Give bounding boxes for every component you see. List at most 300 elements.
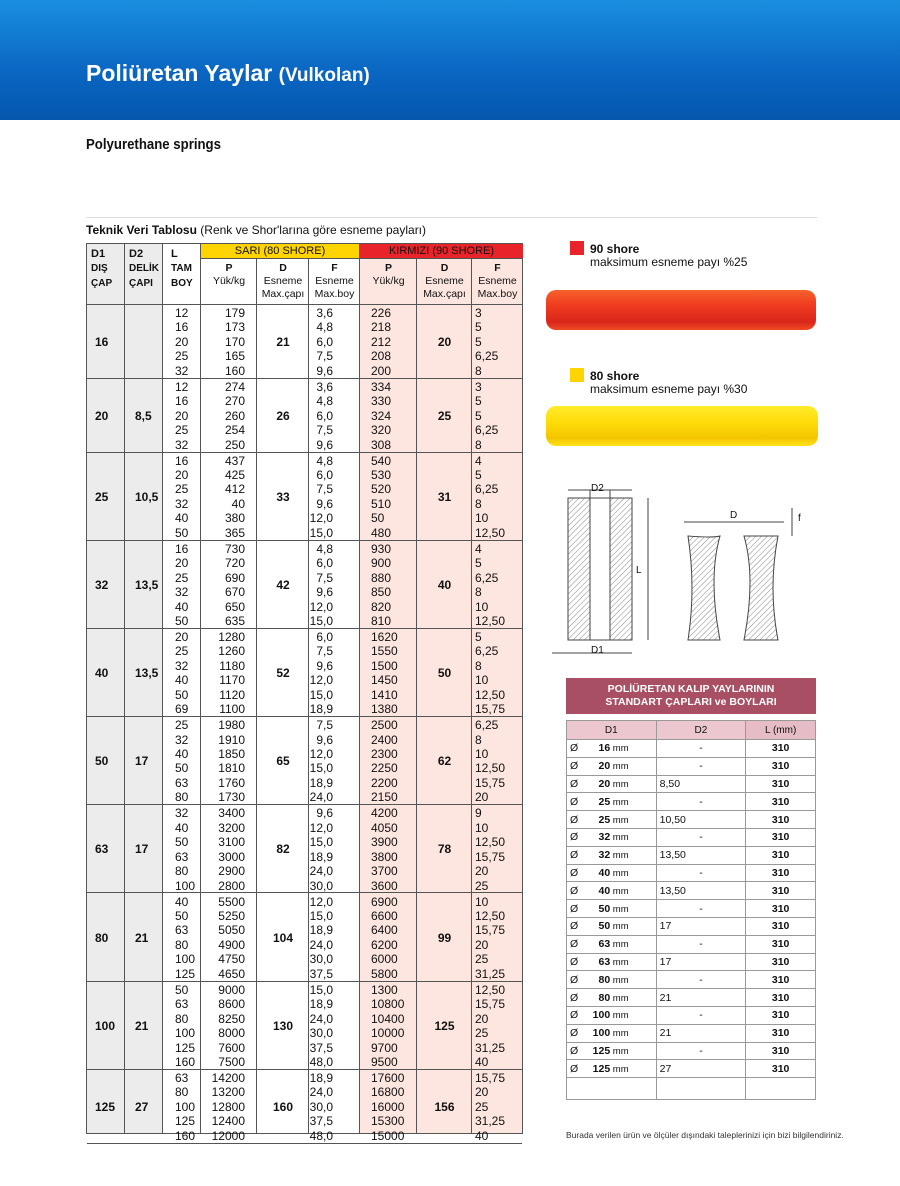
sari-p-value: 1280 [218,629,245,644]
header-text: BOY [171,278,193,289]
d2-value: 21 [135,930,149,945]
std-header [566,678,816,714]
std-l-cell: 310 [746,882,816,900]
l-value: 50 [175,982,189,997]
sari-f-value: 4,8 [316,320,333,335]
sari-d-value: 42 [276,577,290,592]
std-d2-cell: 13,50 [656,882,746,900]
kirmizi-f-value: 4 [475,541,482,556]
sari-p-value: 8600 [218,997,245,1012]
l-value: 16 [175,394,189,409]
d1-value: 20 [95,408,109,423]
kirmizi-f-value: 9 [475,806,482,821]
l-value: 125 [175,1114,196,1129]
sari-p-value: 412 [224,482,245,497]
sari-p-value: 1850 [218,747,245,761]
kirmizi-header: KIRMIZI (90 SHORE) [360,244,523,259]
table-row [567,953,816,971]
d2-value: 17 [135,842,149,857]
kirmizi-d-value: 40 [437,577,452,592]
header-text: DIŞ [91,263,108,274]
sari-header: SARI (80 SHORE) [201,244,359,259]
kirmizi-f-value: 20 [475,790,489,805]
std-d2-cell: - [656,793,746,811]
technical-data-table [86,243,523,1143]
header-text: Max.boy [477,288,518,300]
d2-value: 10,5 [135,489,159,504]
l-value: 20 [175,556,189,571]
header-text: Esneme [425,275,464,287]
std-d1-cell: Ø 50 mm [567,900,657,918]
kirmizi-f-value: 8 [475,585,482,600]
d1-value: 100 [95,1018,116,1033]
sari-d-value: 26 [276,408,290,423]
sari-f-value: 30,0 [309,952,333,967]
sari-f-value: 7,5 [316,570,333,585]
d1-value: 16 [95,334,109,349]
sari-f-value: 15,0 [309,525,333,540]
kirmizi-f-value: 10 [475,820,489,835]
l-value: 50 [175,525,189,540]
kirmizi-p-value: 520 [371,482,392,497]
sari-f-value: 9,6 [316,437,333,452]
kirmizi-f-value: 6,25 [475,349,499,364]
l-value: 20 [175,408,189,423]
sari-p-value: 270 [224,394,245,409]
sari-p-value: 2800 [218,878,245,893]
kirmizi-f-value: 6,25 [475,644,499,659]
kirmizi-p-value: 810 [371,613,392,628]
d1-value: 80 [95,930,109,945]
d2-value: 8,5 [135,408,152,423]
kirmizi-f-value: 6,25 [475,482,499,497]
std-d2-cell: - [656,757,746,775]
l-value: 32 [175,658,189,673]
kirmizi-p-value: 330 [371,394,392,409]
l-value: 40 [175,673,189,688]
sari-f-value: 30,0 [309,1026,333,1041]
sari-f-value: 18,9 [309,923,333,938]
empty-cell [746,1078,816,1100]
sari-f-value: 18,9 [309,1070,333,1085]
header-text: Max.boy [314,288,355,300]
l-value: 100 [175,878,196,893]
std-d1-cell: Ø 100 mm [567,1024,657,1042]
sari-p-value: 437 [224,453,245,468]
header-text: D [279,262,287,274]
sari-f-value: 6,0 [316,629,333,644]
std-d1-cell: Ø 63 mm [567,935,657,953]
kirmizi-p-value: 1380 [371,702,398,717]
std-l-cell: 310 [746,864,816,882]
sari-p-value: 160 [224,363,245,378]
sari-f-value: 37,5 [309,1114,333,1129]
kirmizi-f-value: 3 [475,379,482,394]
sari-f-value: 15,0 [309,687,333,702]
sari-p-value: 260 [224,408,245,423]
sari-f-value: 6,0 [316,556,333,571]
table-row [567,740,816,758]
sari-p-value: 3100 [218,835,245,850]
header-text: P [225,262,233,274]
kirmizi-p-value: 850 [371,585,392,600]
l-value: 25 [175,718,189,733]
table-row [567,864,816,882]
sari-f-value: 7,5 [316,349,333,364]
std-d2-cell: 21 [656,989,746,1007]
kirmizi-p-value: 1410 [371,687,398,702]
sari-p-value: 1260 [218,644,245,659]
sari-p-value: 1100 [219,702,245,717]
sari-p-value: 4900 [218,937,245,952]
std-d2-cell: - [656,935,746,953]
kirmizi-f-value: 10 [475,673,489,688]
d2-value: 17 [135,754,149,769]
kirmizi-p-value: 1620 [371,629,398,644]
l-value: 69 [175,702,189,717]
kirmizi-f-value: 5 [475,394,482,409]
kirmizi-f-value: 15,75 [475,1070,506,1085]
std-d2-cell: - [656,1042,746,1060]
table-title-bold: Teknik Veri Tablosu [86,223,197,237]
kirmizi-p-value: 15000 [371,1128,405,1143]
kirmizi-p-value: 10400 [371,1011,405,1026]
l-value: 63 [175,849,189,864]
sari-f-value: 6,0 [316,334,333,349]
kirmizi-p-value: 17600 [371,1070,405,1085]
sari-p-value: 12000 [211,1128,245,1143]
d1-value: 40 [95,666,109,680]
sari-f-value: 18,9 [309,997,333,1012]
kirmizi-p-value: 480 [371,525,392,540]
sari-f-value: 15,0 [309,982,333,997]
sari-f-value: 9,6 [316,363,333,378]
sari-f-value: 12,0 [309,511,333,526]
std-col-header: L (mm) [746,721,816,740]
d1-value: 50 [95,754,109,769]
std-d1-cell: Ø 16 mm [567,740,657,758]
sari-p-value: 2900 [218,864,245,879]
sari-f-value: 18,9 [309,775,333,790]
std-d2-cell: 8,50 [656,775,746,793]
sari-f-value: 30,0 [309,878,333,893]
table-row [567,971,816,989]
kirmizi-f-value: 12,50 [475,761,506,776]
l-value: 16 [175,320,189,335]
sari-f-value: 7,5 [316,482,333,497]
kirmizi-d-value: 25 [437,408,452,423]
kirmizi-f-value: 6,25 [475,570,499,585]
kirmizi-f-value: 10 [475,511,489,526]
sari-p-value: 690 [224,570,245,585]
sari-p-value: 40 [231,496,245,511]
kirmizi-p-value: 212 [371,334,392,349]
kirmizi-p-value: 2400 [371,732,398,747]
l-value: 125 [175,966,196,981]
sari-f-value: 12,0 [309,599,333,614]
sari-f-value: 9,6 [316,658,333,673]
std-l-cell: 310 [746,917,816,935]
kirmizi-f-value: 5 [475,629,482,644]
table-row [567,917,816,935]
sari-p-value: 1170 [219,673,245,688]
std-d1-cell: Ø 125 mm [567,1042,657,1060]
d2-value: 13,5 [135,577,159,592]
std-d2-cell: - [656,971,746,989]
kirmizi-f-value: 5 [475,408,482,423]
std-l-cell: 310 [746,828,816,846]
kirmizi-p-value: 6600 [371,908,398,923]
kirmizi-f-value: 12,50 [475,687,506,702]
sari-d-value: 65 [276,754,290,769]
std-d1-cell: Ø 80 mm [567,989,657,1007]
header-text: DELİK [129,263,159,274]
kirmizi-f-value: 4 [475,453,482,468]
header-text: Max.çapı [261,288,305,300]
sari-f-value: 18,9 [309,849,333,864]
header-text: TAM [171,263,192,274]
table-title [86,223,426,237]
sari-f-value: 30,0 [309,1099,333,1114]
l-value: 12 [175,379,189,394]
table-row [567,1060,816,1078]
std-d2-cell: - [656,900,746,918]
kirmizi-f-value: 15,75 [475,923,506,938]
sari-p-value: 8250 [218,1011,245,1026]
kirmizi-p-value: 10000 [371,1026,405,1041]
std-d2-cell: - [656,1006,746,1024]
kirmizi-f-value: 12,50 [475,908,506,923]
sari-p-value: 14200 [211,1070,245,1085]
l-value: 40 [175,894,189,909]
kirmizi-f-value: 5 [475,556,482,571]
table-row [567,1042,816,1060]
kirmizi-f-value: 5 [475,320,482,335]
kirmizi-p-value: 540 [371,453,392,468]
header-text: L [171,248,178,260]
std-l-cell: 310 [746,989,816,1007]
std-d2-cell: - [656,740,746,758]
l-value: 160 [175,1054,196,1069]
kirmizi-p-value: 324 [371,408,392,423]
d1-value: 32 [95,577,109,592]
label-f: f [798,513,801,524]
kirmizi-p-value: 16000 [371,1099,405,1114]
kirmizi-p-value: 6200 [371,937,398,952]
std-grid [566,720,816,1100]
l-value: 32 [175,585,189,600]
kirmizi-f-value: 25 [475,878,489,893]
d1-value: 63 [95,842,109,857]
sari-p-value: 380 [224,511,245,526]
page-title [86,60,370,87]
sari-p-value: 635 [224,613,245,628]
sari-f-value: 6,0 [316,467,333,482]
table-row [567,793,816,811]
l-value: 50 [175,835,189,850]
title-main: Poliüretan Yaylar [86,60,273,86]
header-text: Max.çapı [423,288,466,300]
table-row [567,989,816,1007]
table-row [567,757,816,775]
kirmizi-d-value: 156 [434,1099,455,1114]
kirmizi-f-value: 25 [475,952,489,967]
kirmizi-p-value: 2250 [371,761,398,776]
kirmizi-d-value: 50 [437,666,452,680]
kirmizi-p-value: 880 [371,570,392,585]
kirmizi-p-value: 200 [371,363,392,378]
l-value: 32 [175,732,189,747]
l-value: 63 [175,997,189,1012]
l-value: 20 [175,629,189,644]
table-row [567,1006,816,1024]
legend-90-shore [570,241,748,269]
sari-p-value: 170 [224,334,245,349]
sari-p-value: 7600 [218,1040,245,1055]
sari-p-value: 173 [224,320,245,335]
table-row [567,882,816,900]
kirmizi-p-value: 6000 [371,952,398,967]
kirmizi-p-value: 4200 [371,806,398,821]
std-l-cell: 310 [746,740,816,758]
l-value: 80 [175,1011,189,1026]
header-text: Esneme [478,275,517,287]
sari-f-value: 37,5 [309,966,333,981]
kirmizi-f-value: 15,75 [475,775,506,790]
kirmizi-p-value: 9700 [371,1040,398,1055]
std-l-cell: 310 [746,1006,816,1024]
empty-cell [656,1078,746,1100]
label-d2: D2 [591,483,604,494]
kirmizi-p-value: 3900 [371,835,398,850]
sari-p-value: 1180 [219,658,245,673]
legend-title: 80 shore [590,369,640,383]
sari-p-value: 250 [224,437,245,452]
l-value: 40 [175,599,189,614]
std-l-cell: 310 [746,811,816,829]
sari-p-value: 670 [224,585,245,600]
kirmizi-p-value: 2200 [371,775,398,790]
std-d1-cell: Ø 125 mm [567,1060,657,1078]
sari-f-value: 12,0 [309,747,333,761]
table-title-rest: (Renk ve Shor'larına göre esneme payları) [200,223,427,237]
kirmizi-p-value: 820 [371,599,392,614]
kirmizi-p-value: 218 [371,320,392,335]
std-l-cell: 310 [746,935,816,953]
kirmizi-p-value: 1550 [371,644,398,659]
yellow-tube-image [546,406,818,446]
kirmizi-p-value: 16800 [371,1085,405,1100]
l-value: 100 [175,1026,196,1041]
kirmizi-f-value: 8 [475,658,482,673]
std-col-header: D2 [656,721,746,740]
kirmizi-p-value: 1300 [371,982,398,997]
sari-d-value: 21 [276,334,290,349]
header-text: Yük/kg [212,275,246,287]
l-value: 63 [175,775,189,790]
sari-f-value: 15,0 [309,613,333,628]
kirmizi-p-value: 3800 [371,849,398,864]
kirmizi-p-value: 2300 [371,747,398,761]
l-value: 63 [175,923,189,938]
l-value: 32 [175,806,189,821]
sari-p-value: 1120 [219,687,245,702]
header-text: ÇAPI [129,278,153,289]
std-l-cell: 310 [746,953,816,971]
sari-f-value: 9,6 [316,496,333,511]
kirmizi-p-value: 9500 [371,1054,398,1069]
std-d1-cell: Ø 32 mm [567,846,657,864]
sari-f-value: 24,0 [309,864,333,879]
l-value: 100 [175,1099,196,1114]
l-value: 125 [175,1040,196,1055]
table-row [567,775,816,793]
std-d1-cell: Ø 32 mm [567,828,657,846]
kirmizi-p-value: 930 [371,541,392,556]
l-value: 100 [175,952,196,967]
header-text: ÇAP [91,278,113,289]
std-d2-cell: 17 [656,953,746,971]
sari-f-value: 24,0 [309,937,333,952]
sari-f-value: 4,8 [316,453,333,468]
kirmizi-f-value: 12,50 [475,613,506,628]
legend-text: maksimum esneme payı %25 [590,255,748,269]
sari-f-value: 9,6 [316,806,333,821]
header-text: D [440,262,449,274]
l-value: 50 [175,761,189,776]
sari-f-value: 12,0 [309,820,333,835]
kirmizi-p-value: 334 [371,379,392,394]
std-d2-cell: 17 [656,917,746,935]
l-value: 40 [175,511,189,526]
std-l-cell: 310 [746,900,816,918]
kirmizi-f-value: 40 [475,1054,489,1069]
sari-p-value: 5500 [218,894,245,909]
l-value: 32 [175,437,189,452]
sari-p-value: 274 [224,379,245,394]
spring-diagram [548,478,818,663]
sari-p-value: 9000 [218,982,245,997]
kirmizi-f-value: 31,25 [475,1040,506,1055]
kirmizi-f-value: 31,25 [475,1114,506,1129]
l-value: 32 [175,496,189,511]
kirmizi-p-value: 530 [371,467,392,482]
kirmizi-f-value: 12,50 [475,525,506,540]
legend-title: 90 shore [590,242,640,256]
kirmizi-p-value: 1500 [371,658,398,673]
sari-f-value: 7,5 [316,644,333,659]
kirmizi-f-value: 3 [475,306,482,320]
sari-p-value: 4650 [218,966,245,981]
sari-d-value: 160 [272,1099,294,1114]
std-d1-cell: Ø 25 mm [567,793,657,811]
l-value: 40 [175,820,189,835]
sari-p-value: 1910 [218,732,245,747]
l-value: 50 [175,613,189,628]
std-l-cell: 310 [746,1042,816,1060]
std-d1-cell: Ø 80 mm [567,971,657,989]
sari-p-value: 12800 [211,1099,245,1114]
l-value: 12 [175,306,189,320]
kirmizi-f-value: 25 [475,1099,489,1114]
kirmizi-p-value: 2150 [371,790,398,805]
divider [86,217,817,218]
d2-value: 21 [135,1018,149,1033]
legend-80-shore [570,368,748,396]
header-text: Esneme [263,275,303,287]
std-d2-cell: - [656,828,746,846]
sari-p-value: 5050 [218,923,245,938]
